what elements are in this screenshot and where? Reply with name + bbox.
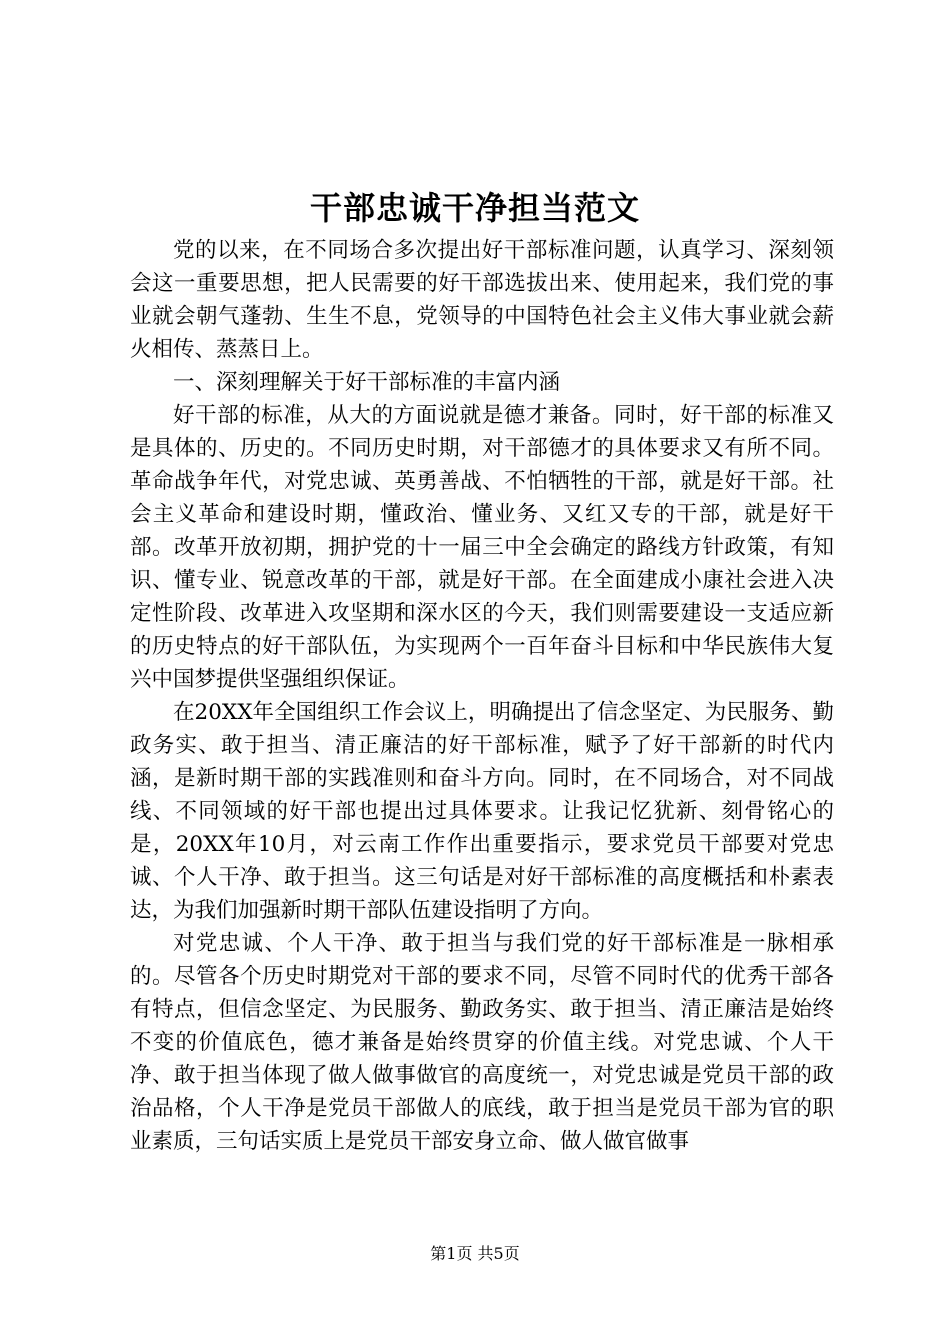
paragraph-standard: 好干部的标准，从大的方面说就是德才兼备。同时，好干部的标准又是具体的、历史的。不同历史时期，对干部德才的具体要求又有所不同。革命战争年代，对党忠诚、英勇善战、不怕牺牲的干部，就是好干部。社会主义革命和建设时期，懂政治、懂业务、又红又专的干部，就是好干部。改革开放初期，拥护党的十一届三中全会确定的路线方针政策，有知识、懂专业、锐意改革的干部，就是好干部。在全面建成小康社会进入决定性阶段、改革进入攻坚期和深水区的今天，我们则需要建设一支适应新的历史特点的好干部队伍，为实现两个一百年奋斗目标和中华民族伟大复兴中国梦提供坚强组织保证。 [130,403,834,692]
paragraph-conference: 在20XX年全国组织工作会议上，明确提出了信念坚定、为民服务、勤政务实、敢于担当、清正廉洁的好干部标准，赋予了好干部新的时代内涵，是新时期干部的实践准则和奋斗方向。同时，在不同场合，对不同战线、不同领域的好干部也提出过具体要求。让我记忆犹新、刻骨铭心的是，20XX年10月，对云南工作作出重要指示，要求党员干部要对党忠诚、个人干净、敢于担当。这三句话是对好干部标准的高度概括和朴素表达，为我们加强新时期干部队伍建设指明了方向。 [130,700,834,923]
paragraph-intro: 党的以来，在不同场合多次提出好干部标准问题，认真学习、深刻领会这一重要思想，把人民需要的好干部选拔出来、使用起来，我们党的事业就会朝气蓬勃、生生不息，党领导的中国特色社会主义伟大事业就会薪火相传、蒸蒸日上。 [130,238,834,362]
document-body [130,234,834,1158]
paragraph-continuity: 对党忠诚、个人干净、敢于担当与我们党的好干部标准是一脉相承的。尽管各个历史时期党对干部的要求不同，尽管不同时代的优秀干部各有特点，但信念坚定、为民服务、勤政务实、敢于担当、清正廉洁是始终不变的价值底色，德才兼备是始终贯穿的价值主线。对党忠诚、个人干净、敢于担当体现了做人做事做官的高度统一，对党忠诚是党员干部的政治品格，个人干净是党员干部做人的底线，敢于担当是党员干部为官的职业素质，三句话实质上是党员干部安身立命、做人做官做事 [130,931,834,1154]
document-title: 干部忠诚干净担当范文 [309,189,640,227]
section-heading: 一、深刻理解关于好干部标准的丰富内涵 [173,370,561,395]
page-number-footer: 第1页 共5页 [430,1244,520,1263]
